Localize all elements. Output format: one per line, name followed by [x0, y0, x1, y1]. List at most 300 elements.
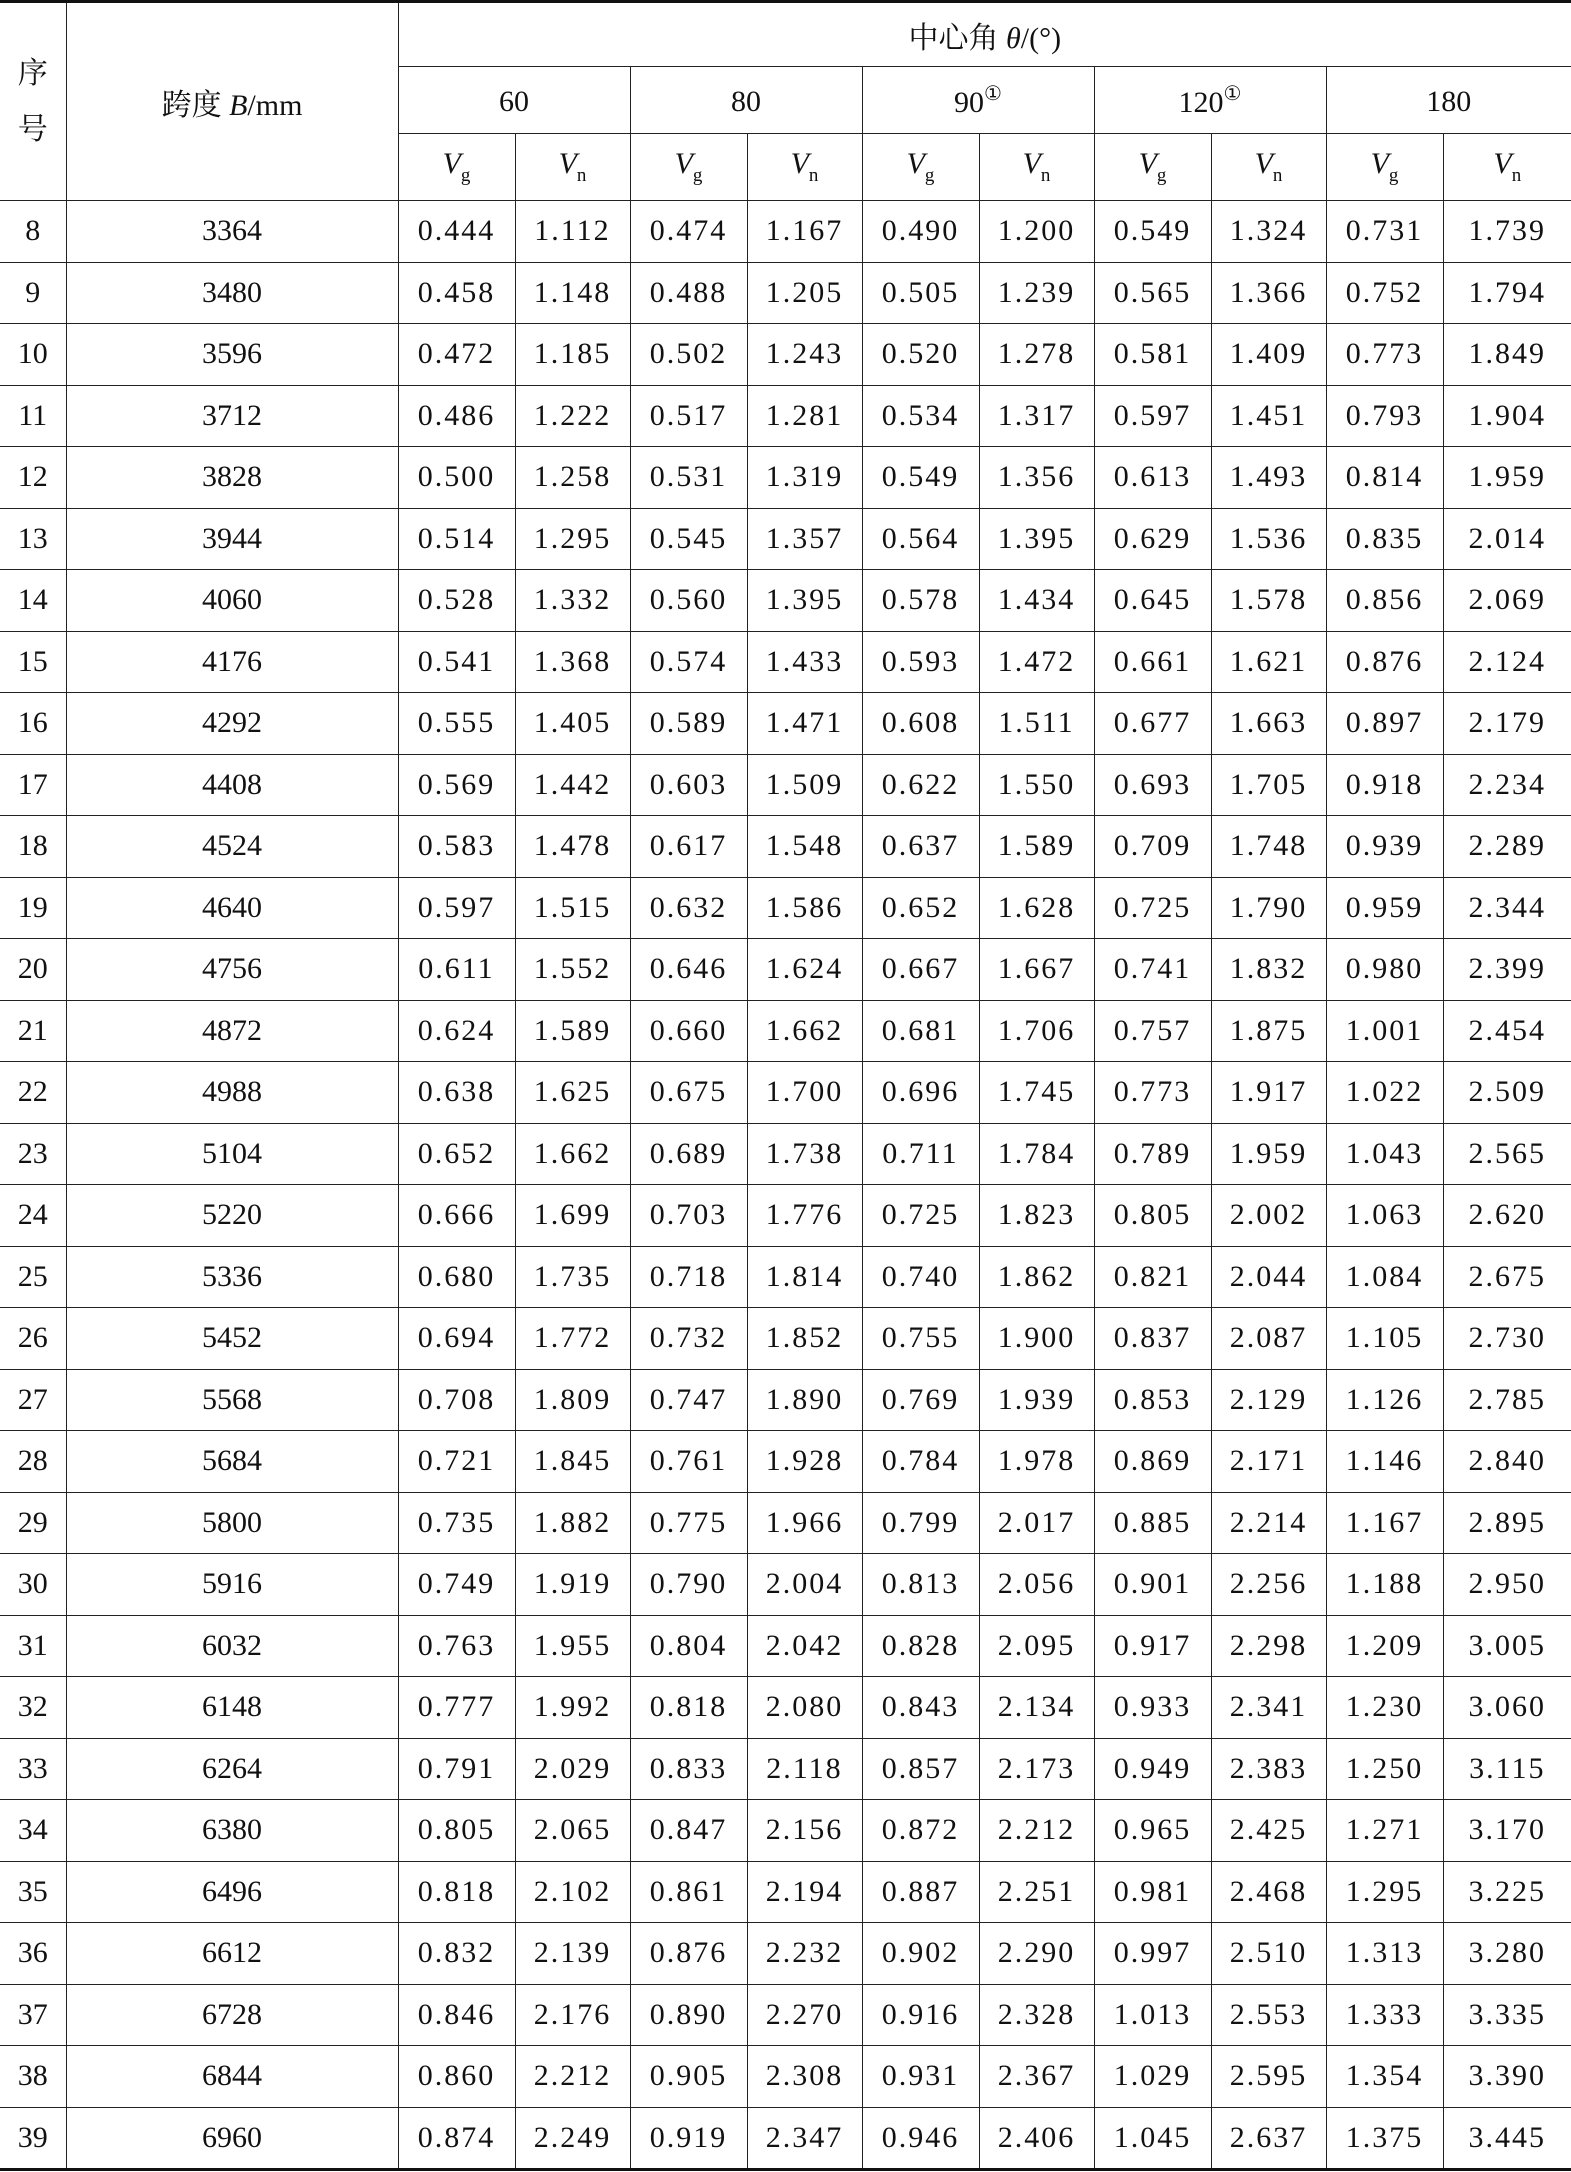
vg-cell-60: 0.832 [398, 1923, 515, 1985]
vn-cell-180: 2.785 [1443, 1369, 1571, 1431]
vn-cell-90: 1.317 [979, 385, 1094, 447]
vn-cell-80: 2.156 [747, 1800, 862, 1862]
vn-cell-80: 1.662 [747, 1000, 862, 1062]
vg-cell-60: 0.763 [398, 1615, 515, 1677]
span-cell: 3364 [66, 201, 398, 263]
header-row-angle [0, 2, 1571, 67]
vg-cell-90: 0.637 [862, 816, 979, 878]
angle-note: ① [1223, 82, 1242, 105]
vg-cell-120: 0.981 [1094, 1861, 1211, 1923]
vn-cell-80: 1.281 [747, 385, 862, 447]
var-subscript: n [576, 165, 587, 186]
vg-cell-80: 0.703 [630, 1185, 747, 1247]
vn-cell-90: 2.095 [979, 1615, 1094, 1677]
vg-cell-60: 0.458 [398, 262, 515, 324]
vg-cell-60: 0.680 [398, 1246, 515, 1308]
vg-cell-80: 0.761 [630, 1431, 747, 1493]
vg-cell-80: 0.790 [630, 1554, 747, 1616]
span-cell: 5104 [66, 1123, 398, 1185]
vn-cell-120: 1.493 [1211, 447, 1326, 509]
span-header [66, 2, 398, 201]
vn-cell-60: 1.442 [515, 754, 630, 816]
vn-cell-120: 1.959 [1211, 1123, 1326, 1185]
vn-cell-60: 1.919 [515, 1554, 630, 1616]
vn-cell-180: 1.794 [1443, 262, 1571, 324]
table-row [0, 1431, 1571, 1493]
vg-cell-180: 1.022 [1326, 1062, 1443, 1124]
vg-cell-120: 0.597 [1094, 385, 1211, 447]
vg-cell-90: 0.549 [862, 447, 979, 509]
vg-cell-80: 0.603 [630, 754, 747, 816]
vg-cell-80: 0.847 [630, 1800, 747, 1862]
seq-header-char2: 号 [17, 112, 48, 146]
vg-cell-120: 0.821 [1094, 1246, 1211, 1308]
vg-cell-60: 0.624 [398, 1000, 515, 1062]
angle-header-prefix: 中心角 [908, 21, 1007, 55]
seq-cell: 9 [0, 262, 66, 324]
vn-cell-120: 2.298 [1211, 1615, 1326, 1677]
span-cell: 3828 [66, 447, 398, 509]
vn-cell-180: 3.390 [1443, 2046, 1571, 2108]
vn-cell-80: 1.205 [747, 262, 862, 324]
vn-cell-60: 2.249 [515, 2107, 630, 2170]
vg-cell-60: 0.721 [398, 1431, 515, 1493]
vg-cell-90: 0.696 [862, 1062, 979, 1124]
vn-cell-90: 1.667 [979, 939, 1094, 1001]
vg-cell-60: 0.528 [398, 570, 515, 632]
vg-cell-180: 1.250 [1326, 1738, 1443, 1800]
vg-cell-120: 1.029 [1094, 2046, 1211, 2108]
vn-cell-80: 2.308 [747, 2046, 862, 2108]
table-row [0, 570, 1571, 632]
vn-cell-180: 2.289 [1443, 816, 1571, 878]
span-cell: 3944 [66, 508, 398, 570]
vg-cell-90: 0.843 [862, 1677, 979, 1739]
seq-cell: 26 [0, 1308, 66, 1370]
vg-cell-90: 0.769 [862, 1369, 979, 1431]
vg-cell-90: 0.505 [862, 262, 979, 324]
vg-cell-90: 0.490 [862, 201, 979, 263]
vg-cell-60: 0.541 [398, 631, 515, 693]
var-header-n [747, 134, 862, 201]
span-cell: 4524 [66, 816, 398, 878]
angle-header-unit: /(°) [1020, 21, 1062, 55]
vn-cell-180: 2.950 [1443, 1554, 1571, 1616]
vn-cell-80: 1.966 [747, 1492, 862, 1554]
span-cell: 3712 [66, 385, 398, 447]
vn-cell-120: 2.214 [1211, 1492, 1326, 1554]
vn-cell-120: 1.536 [1211, 508, 1326, 570]
span-cell: 6612 [66, 1923, 398, 1985]
vg-cell-120: 0.613 [1094, 447, 1211, 509]
vg-cell-120: 0.773 [1094, 1062, 1211, 1124]
vn-cell-80: 1.928 [747, 1431, 862, 1493]
vn-cell-80: 1.471 [747, 693, 862, 755]
var-subscript: n [808, 165, 819, 186]
vg-cell-120: 0.869 [1094, 1431, 1211, 1493]
vg-cell-180: 1.146 [1326, 1431, 1443, 1493]
vg-cell-120: 0.693 [1094, 754, 1211, 816]
vn-cell-60: 1.992 [515, 1677, 630, 1739]
vg-cell-60: 0.777 [398, 1677, 515, 1739]
vn-cell-60: 2.212 [515, 2046, 630, 2108]
vn-cell-90: 1.239 [979, 262, 1094, 324]
vn-cell-120: 1.663 [1211, 693, 1326, 755]
var-symbol: V [1493, 147, 1512, 180]
vn-cell-90: 1.278 [979, 324, 1094, 386]
table-row [0, 1123, 1571, 1185]
vn-cell-180: 2.344 [1443, 877, 1571, 939]
var-header-g [630, 134, 747, 201]
span-cell: 4872 [66, 1000, 398, 1062]
seq-cell: 20 [0, 939, 66, 1001]
var-subscript: n [1272, 165, 1283, 186]
vn-cell-60: 2.176 [515, 1984, 630, 2046]
vn-cell-120: 2.553 [1211, 1984, 1326, 2046]
vg-cell-80: 0.474 [630, 201, 747, 263]
vg-cell-180: 0.959 [1326, 877, 1443, 939]
vg-cell-80: 0.560 [630, 570, 747, 632]
vg-cell-80: 0.545 [630, 508, 747, 570]
vn-cell-180: 3.170 [1443, 1800, 1571, 1862]
seq-cell: 38 [0, 2046, 66, 2108]
vg-cell-180: 0.876 [1326, 631, 1443, 693]
vg-cell-60: 0.514 [398, 508, 515, 570]
span-cell: 4988 [66, 1062, 398, 1124]
seq-cell: 11 [0, 385, 66, 447]
vg-cell-60: 0.555 [398, 693, 515, 755]
angle-header-0 [398, 67, 630, 134]
vn-cell-120: 1.705 [1211, 754, 1326, 816]
table-row [0, 1185, 1571, 1247]
seq-cell: 14 [0, 570, 66, 632]
vn-cell-60: 1.258 [515, 447, 630, 509]
vn-cell-80: 2.118 [747, 1738, 862, 1800]
vg-cell-80: 0.632 [630, 877, 747, 939]
vg-cell-60: 0.666 [398, 1185, 515, 1247]
vn-cell-90: 2.173 [979, 1738, 1094, 1800]
vn-cell-60: 2.102 [515, 1861, 630, 1923]
vg-cell-180: 1.188 [1326, 1554, 1443, 1616]
angle-value: 60 [499, 84, 529, 118]
table-row [0, 631, 1571, 693]
seq-cell: 21 [0, 1000, 66, 1062]
vn-cell-90: 1.550 [979, 754, 1094, 816]
vn-cell-120: 1.578 [1211, 570, 1326, 632]
var-symbol: V [558, 147, 577, 180]
vg-cell-90: 0.652 [862, 877, 979, 939]
vn-cell-120: 1.875 [1211, 1000, 1326, 1062]
vg-cell-90: 0.667 [862, 939, 979, 1001]
vg-cell-180: 0.918 [1326, 754, 1443, 816]
vg-cell-120: 0.997 [1094, 1923, 1211, 1985]
vg-cell-60: 0.597 [398, 877, 515, 939]
vg-cell-180: 1.126 [1326, 1369, 1443, 1431]
vg-cell-180: 0.939 [1326, 816, 1443, 878]
span-cell: 4640 [66, 877, 398, 939]
vg-cell-120: 0.629 [1094, 508, 1211, 570]
vn-cell-80: 1.395 [747, 570, 862, 632]
vg-cell-180: 0.856 [1326, 570, 1443, 632]
angle-header-3 [1094, 67, 1326, 134]
vg-cell-80: 0.488 [630, 262, 747, 324]
vn-cell-90: 1.978 [979, 1431, 1094, 1493]
table-row [0, 816, 1571, 878]
span-header-var: B [229, 88, 248, 122]
vg-cell-120: 0.805 [1094, 1185, 1211, 1247]
vg-cell-60: 0.791 [398, 1738, 515, 1800]
vn-cell-180: 2.454 [1443, 1000, 1571, 1062]
vn-cell-90: 2.134 [979, 1677, 1094, 1739]
vg-cell-60: 0.652 [398, 1123, 515, 1185]
vg-cell-60: 0.694 [398, 1308, 515, 1370]
vg-cell-80: 0.646 [630, 939, 747, 1001]
vg-cell-90: 0.711 [862, 1123, 979, 1185]
vg-cell-180: 1.105 [1326, 1308, 1443, 1370]
vn-cell-180: 2.509 [1443, 1062, 1571, 1124]
vn-cell-120: 1.790 [1211, 877, 1326, 939]
seq-cell: 12 [0, 447, 66, 509]
span-cell: 6032 [66, 1615, 398, 1677]
vn-cell-60: 1.368 [515, 631, 630, 693]
span-cell: 6960 [66, 2107, 398, 2170]
vn-cell-80: 1.890 [747, 1369, 862, 1431]
vg-cell-120: 0.549 [1094, 201, 1211, 263]
seq-cell: 13 [0, 508, 66, 570]
span-cell: 4176 [66, 631, 398, 693]
var-subscript: n [1040, 165, 1051, 186]
vg-cell-90: 0.578 [862, 570, 979, 632]
table-row [0, 1000, 1571, 1062]
var-subscript: g [1388, 165, 1399, 186]
vn-cell-90: 1.472 [979, 631, 1094, 693]
vn-cell-80: 1.852 [747, 1308, 862, 1370]
vg-cell-120: 0.725 [1094, 877, 1211, 939]
vn-cell-120: 1.409 [1211, 324, 1326, 386]
vg-cell-80: 0.804 [630, 1615, 747, 1677]
vg-cell-90: 0.784 [862, 1431, 979, 1493]
vn-cell-90: 2.212 [979, 1800, 1094, 1862]
seq-cell: 30 [0, 1554, 66, 1616]
seq-cell: 33 [0, 1738, 66, 1800]
vg-cell-180: 0.793 [1326, 385, 1443, 447]
vg-cell-80: 0.919 [630, 2107, 747, 2170]
vn-cell-90: 1.939 [979, 1369, 1094, 1431]
vn-cell-80: 2.270 [747, 1984, 862, 2046]
vg-cell-120: 0.917 [1094, 1615, 1211, 1677]
span-cell: 4756 [66, 939, 398, 1001]
span-cell: 6148 [66, 1677, 398, 1739]
vg-cell-180: 0.731 [1326, 201, 1443, 263]
vn-cell-60: 1.625 [515, 1062, 630, 1124]
vn-cell-180: 2.124 [1443, 631, 1571, 693]
vg-cell-90: 0.520 [862, 324, 979, 386]
vg-cell-90: 0.902 [862, 1923, 979, 1985]
table-header [0, 2, 1571, 201]
var-subscript: g [460, 165, 471, 186]
vn-cell-120: 2.595 [1211, 2046, 1326, 2108]
vg-cell-180: 1.295 [1326, 1861, 1443, 1923]
angle-value: 180 [1426, 84, 1472, 118]
vn-cell-60: 1.699 [515, 1185, 630, 1247]
span-cell: 6728 [66, 1984, 398, 2046]
vn-cell-120: 2.129 [1211, 1369, 1326, 1431]
var-subscript: n [1511, 165, 1522, 186]
vn-cell-80: 2.042 [747, 1615, 862, 1677]
vn-cell-180: 2.399 [1443, 939, 1571, 1001]
vn-cell-180: 2.014 [1443, 508, 1571, 570]
vn-cell-90: 2.406 [979, 2107, 1094, 2170]
var-header-n [515, 134, 630, 201]
var-symbol: V [1370, 147, 1389, 180]
var-header-g [1326, 134, 1443, 201]
vg-cell-180: 1.313 [1326, 1923, 1443, 1985]
vn-cell-80: 1.814 [747, 1246, 862, 1308]
vn-cell-90: 2.290 [979, 1923, 1094, 1985]
vn-cell-80: 1.776 [747, 1185, 862, 1247]
vn-cell-90: 1.200 [979, 201, 1094, 263]
vn-cell-90: 1.511 [979, 693, 1094, 755]
vg-cell-180: 1.230 [1326, 1677, 1443, 1739]
vn-cell-60: 1.662 [515, 1123, 630, 1185]
vg-cell-60: 0.846 [398, 1984, 515, 2046]
vn-cell-80: 1.319 [747, 447, 862, 509]
vg-cell-90: 0.608 [862, 693, 979, 755]
span-cell: 3480 [66, 262, 398, 324]
vg-cell-80: 0.502 [630, 324, 747, 386]
vn-cell-60: 1.809 [515, 1369, 630, 1431]
vg-cell-90: 0.534 [862, 385, 979, 447]
angle-note: ① [984, 82, 1002, 105]
table-row [0, 1369, 1571, 1431]
vg-cell-80: 0.531 [630, 447, 747, 509]
vg-cell-60: 0.444 [398, 201, 515, 263]
vn-cell-120: 2.002 [1211, 1185, 1326, 1247]
table-row [0, 1308, 1571, 1370]
vn-cell-90: 1.628 [979, 877, 1094, 939]
vg-cell-80: 0.675 [630, 1062, 747, 1124]
vn-cell-120: 2.383 [1211, 1738, 1326, 1800]
var-header-g [1094, 134, 1211, 201]
vn-cell-180: 2.179 [1443, 693, 1571, 755]
span-cell: 4408 [66, 754, 398, 816]
vg-cell-60: 0.611 [398, 939, 515, 1001]
vg-cell-60: 0.638 [398, 1062, 515, 1124]
vn-cell-60: 1.735 [515, 1246, 630, 1308]
vn-cell-180: 3.445 [1443, 2107, 1571, 2170]
vn-cell-180: 3.115 [1443, 1738, 1571, 1800]
var-symbol: V [1254, 147, 1273, 180]
vn-cell-90: 1.589 [979, 816, 1094, 878]
vn-cell-60: 1.405 [515, 693, 630, 755]
seq-cell: 39 [0, 2107, 66, 2170]
table-row [0, 2046, 1571, 2108]
vn-cell-120: 2.044 [1211, 1246, 1326, 1308]
var-symbol: V [1022, 147, 1041, 180]
vn-cell-120: 1.324 [1211, 201, 1326, 263]
seq-cell: 8 [0, 201, 66, 263]
angle-header-4 [1326, 67, 1571, 134]
table-body [0, 201, 1571, 2170]
vn-cell-90: 1.356 [979, 447, 1094, 509]
vg-cell-80: 0.660 [630, 1000, 747, 1062]
table-row [0, 385, 1571, 447]
vg-cell-80: 0.718 [630, 1246, 747, 1308]
vg-cell-60: 0.735 [398, 1492, 515, 1554]
span-cell: 6380 [66, 1800, 398, 1862]
vg-cell-90: 0.857 [862, 1738, 979, 1800]
seq-cell: 25 [0, 1246, 66, 1308]
seq-cell: 17 [0, 754, 66, 816]
vg-cell-60: 0.749 [398, 1554, 515, 1616]
vg-cell-180: 0.980 [1326, 939, 1443, 1001]
vn-cell-60: 1.185 [515, 324, 630, 386]
angle-value: 80 [731, 84, 761, 118]
table-row [0, 1800, 1571, 1862]
vn-cell-80: 2.004 [747, 1554, 862, 1616]
vn-cell-80: 2.347 [747, 2107, 862, 2170]
var-header-n [1211, 134, 1326, 201]
vn-cell-120: 1.917 [1211, 1062, 1326, 1124]
vn-cell-90: 1.900 [979, 1308, 1094, 1370]
var-symbol: V [442, 147, 461, 180]
vg-cell-180: 0.814 [1326, 447, 1443, 509]
vn-cell-180: 3.280 [1443, 1923, 1571, 1985]
vg-cell-60: 0.500 [398, 447, 515, 509]
vn-cell-60: 1.515 [515, 877, 630, 939]
var-symbol: V [790, 147, 809, 180]
angle-header-1 [630, 67, 862, 134]
vg-cell-90: 0.564 [862, 508, 979, 570]
vg-cell-80: 0.890 [630, 1984, 747, 2046]
table-row [0, 2107, 1571, 2170]
seq-cell: 28 [0, 1431, 66, 1493]
vg-cell-60: 0.583 [398, 816, 515, 878]
vn-cell-180: 1.904 [1443, 385, 1571, 447]
angle-value: 120 [1178, 85, 1224, 119]
seq-cell: 15 [0, 631, 66, 693]
vn-cell-60: 1.552 [515, 939, 630, 1001]
table-row [0, 447, 1571, 509]
vn-cell-120: 2.468 [1211, 1861, 1326, 1923]
table-row [0, 1246, 1571, 1308]
vg-cell-120: 0.581 [1094, 324, 1211, 386]
vn-cell-80: 1.167 [747, 201, 862, 263]
vg-cell-80: 0.517 [630, 385, 747, 447]
vg-cell-80: 0.689 [630, 1123, 747, 1185]
vn-cell-120: 2.341 [1211, 1677, 1326, 1739]
vg-cell-80: 0.876 [630, 1923, 747, 1985]
seq-cell: 32 [0, 1677, 66, 1739]
seq-cell: 16 [0, 693, 66, 755]
var-header-n [1443, 134, 1571, 201]
seq-header-char1: 序 [17, 56, 48, 90]
vn-cell-80: 1.357 [747, 508, 862, 570]
seq-cell: 31 [0, 1615, 66, 1677]
table-row [0, 262, 1571, 324]
var-symbol: V [1138, 147, 1157, 180]
vg-cell-60: 0.818 [398, 1861, 515, 1923]
vn-cell-90: 1.434 [979, 570, 1094, 632]
span-cell: 5452 [66, 1308, 398, 1370]
seq-header [0, 2, 66, 201]
vg-cell-80: 0.861 [630, 1861, 747, 1923]
vg-cell-120: 0.853 [1094, 1369, 1211, 1431]
vn-cell-90: 1.706 [979, 1000, 1094, 1062]
var-header-g [862, 134, 979, 201]
vg-cell-90: 0.946 [862, 2107, 979, 2170]
vn-cell-60: 2.065 [515, 1800, 630, 1862]
